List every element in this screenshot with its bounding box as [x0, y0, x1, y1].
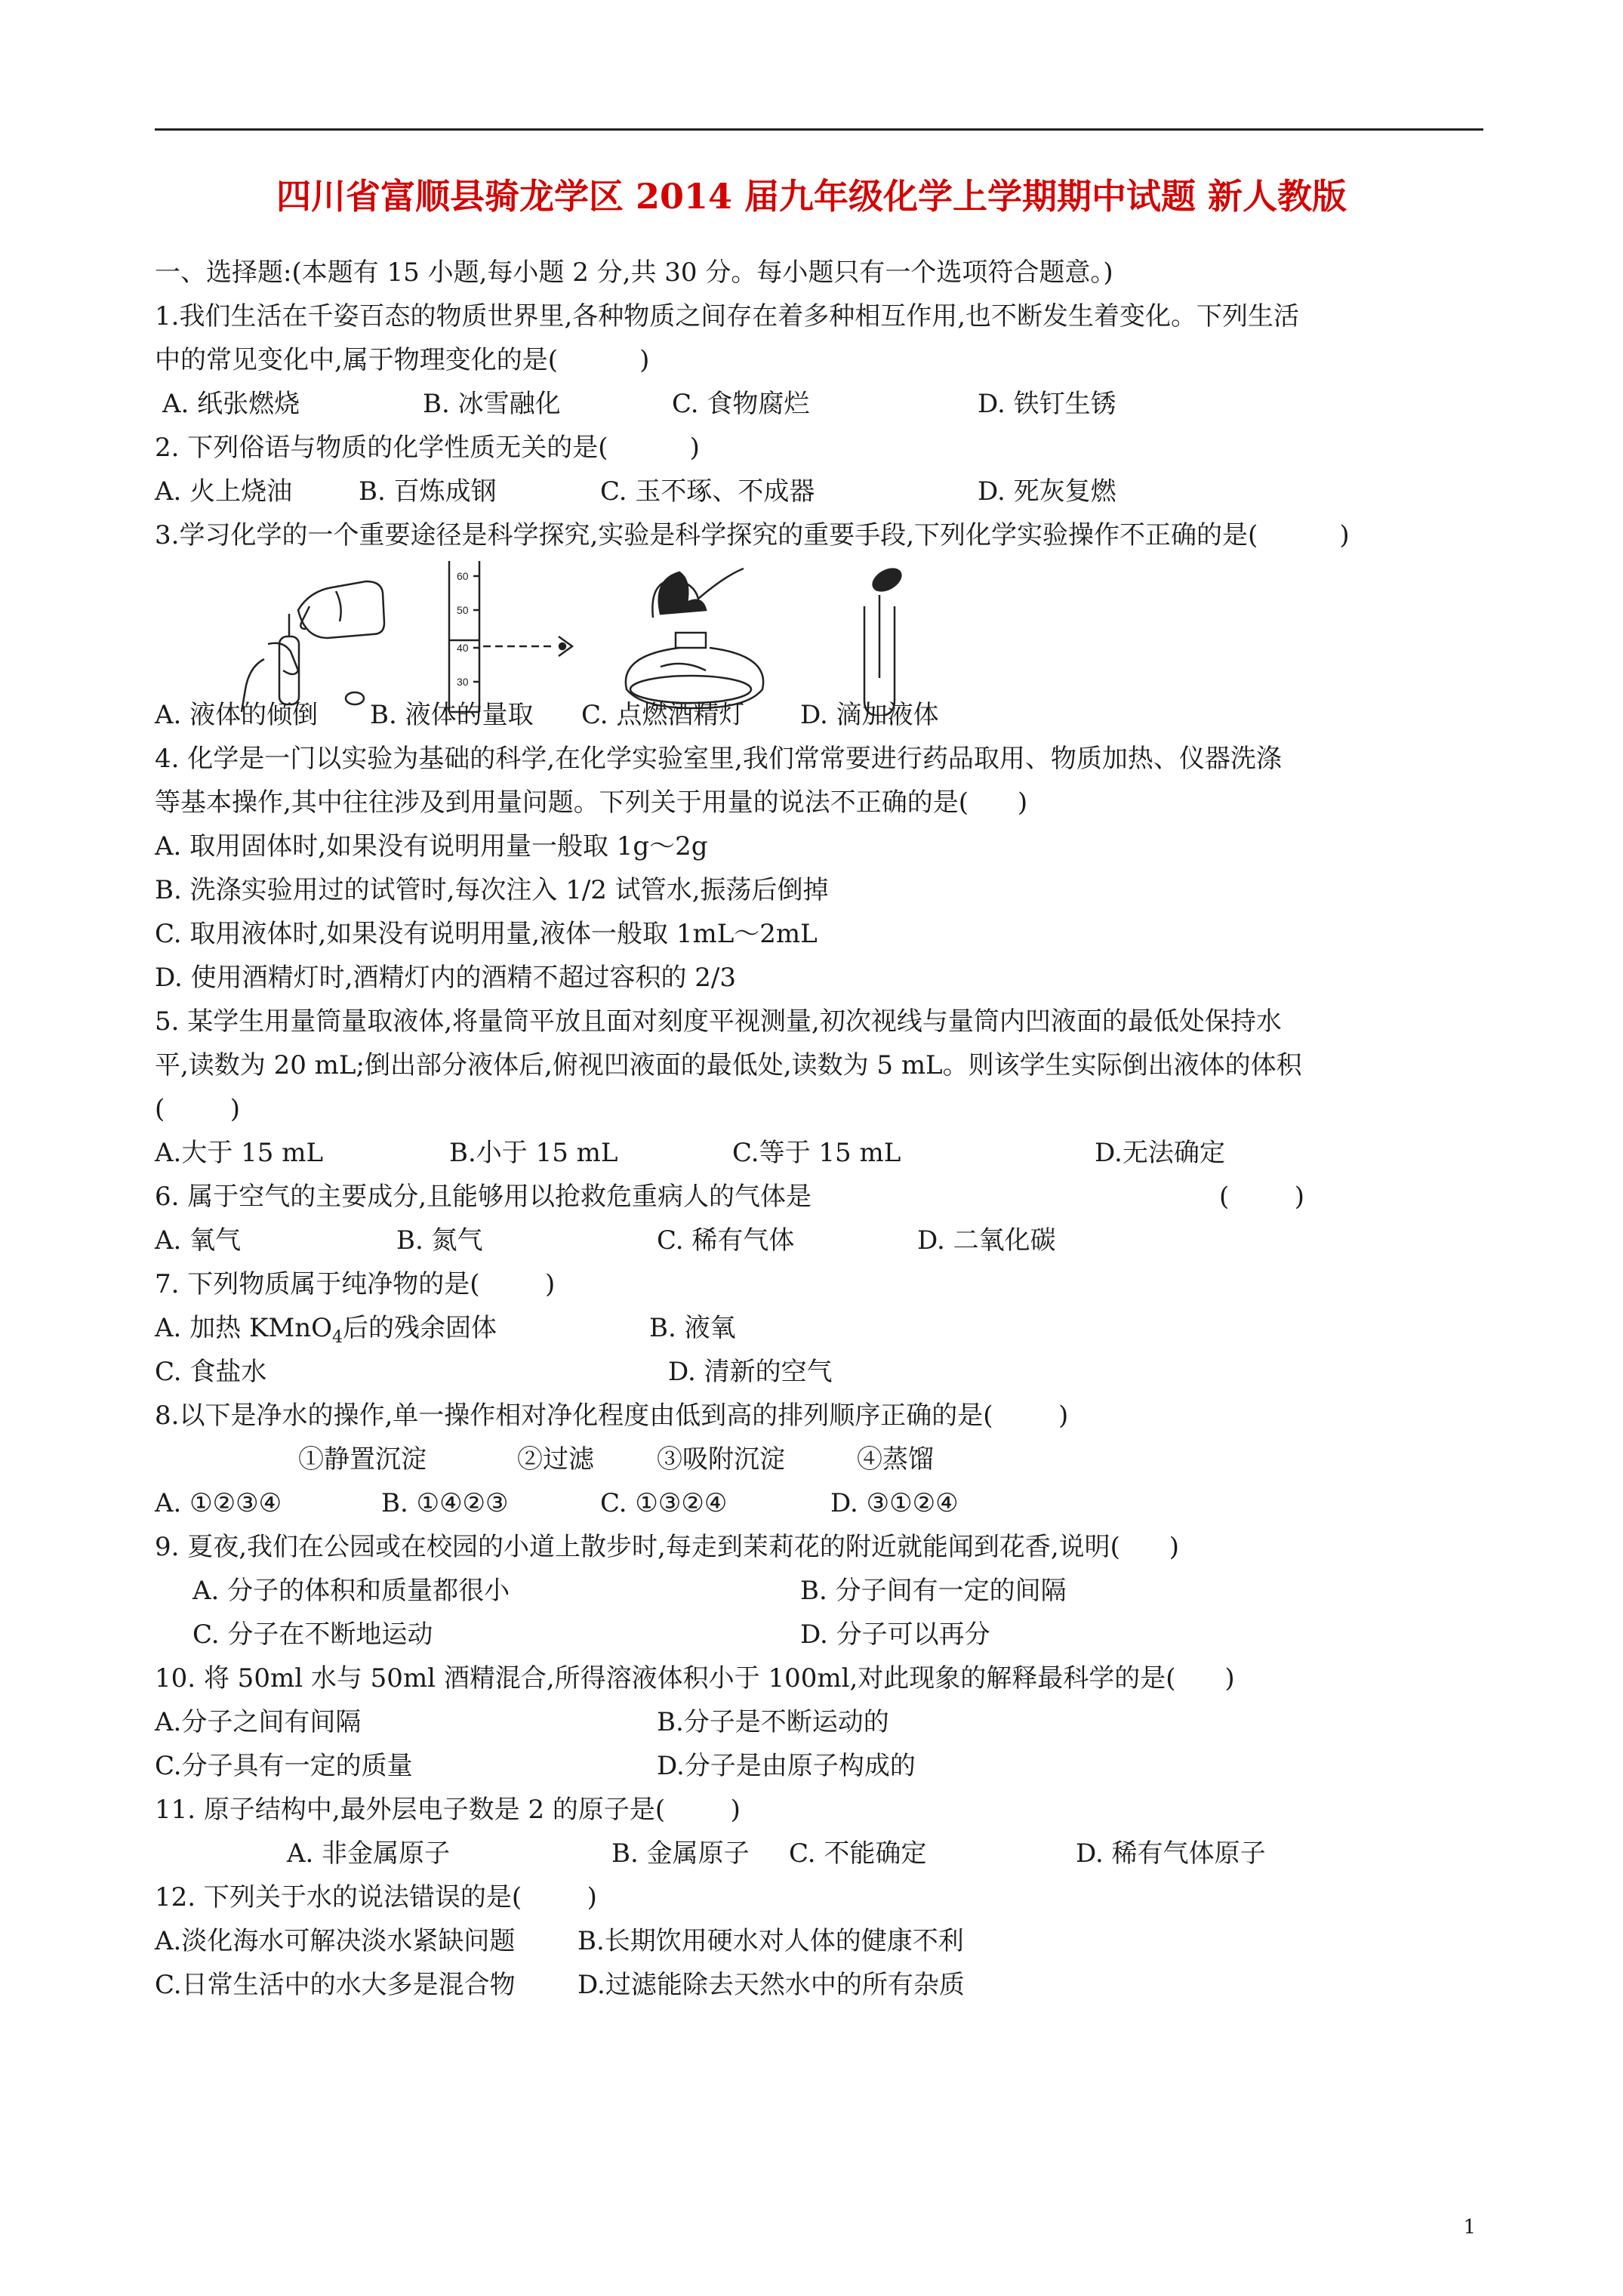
option-a: A. 取用固体时,如果没有说明用量一般取 1g～2g [155, 831, 708, 861]
question-6-options [155, 1219, 1514, 1262]
option-d: D. 稀有气体原子 [1076, 1838, 1266, 1869]
question-7-stem: 7. 下列物质属于纯净物的是( ) [155, 1269, 556, 1299]
question-7-options-ab [155, 1306, 1514, 1350]
option-a: A. 非金属原子 [287, 1838, 451, 1869]
question-3-options [155, 693, 1514, 737]
question-9-options-ab [155, 1569, 1514, 1613]
option-b: B.分子是不断运动的 [657, 1707, 889, 1737]
option-b: B. 分子间有一定的间隔 [800, 1576, 1067, 1606]
question-10-options-ab [155, 1700, 1514, 1744]
option-d: D. 滴加液体 [800, 700, 939, 730]
item-2: ②过滤 [517, 1444, 594, 1475]
option-b: B. 金属原子 [611, 1838, 750, 1869]
document-title: 四川省富顺县骑龙学区 2014 届九年级化学上学期期中试题 新人教版 [276, 176, 1347, 217]
question-5-paren: ( ) [155, 1094, 240, 1124]
option-c: C.等于 15 mL [732, 1138, 901, 1168]
question-1-options [155, 382, 1514, 426]
option-c: C. 食盐水 [155, 1357, 267, 1387]
item-4: ④蒸馏 [857, 1444, 934, 1475]
option-c: C. 点燃酒精灯 [581, 700, 745, 730]
option-c: C.分子具有一定的质量 [155, 1751, 413, 1781]
option-b: B. 氮气 [396, 1225, 483, 1256]
option-d: D. 使用酒精灯时,酒精灯内的酒精不超过容积的 2/3 [155, 963, 736, 993]
option-d: D.无法确定 [1095, 1138, 1225, 1168]
alcohol-lamp-figure [623, 561, 789, 712]
question-11-stem: 11. 原子结构中,最外层电子数是 2 的原子是( ) [155, 1795, 741, 1825]
option-b: B.长期饮用硬水对人体的健康不利 [577, 1926, 964, 1956]
question-9-options-cd [155, 1613, 1514, 1657]
option-d: D. ③①②④ [830, 1488, 959, 1518]
option-a: A.淡化海水可解决淡水紧缺问题 [155, 1926, 516, 1956]
question-2-options [155, 470, 1514, 513]
question-6-paren: ( ) [1219, 1182, 1304, 1212]
option-a: A. 加热 KMnO$_4$后的残余固体 [155, 1313, 497, 1347]
question-6-stem: 6. 属于空气的主要成分,且能够用以抢救危重病人的气体是 [155, 1182, 812, 1212]
question-8-stem: 8.以下是净水的操作,单一操作相对净化程度由低到高的排列顺序正确的是( ) [155, 1401, 1069, 1431]
option-a: A. 火上烧油 [155, 476, 293, 507]
option-d: D. 分子可以再分 [800, 1620, 990, 1650]
question-1-stem: 1.我们生活在千姿百态的物质世界里,各种物质之间存在着多种相互作用,也不断发生着变化。下列生活 [155, 301, 1300, 331]
option-a: A.大于 15 mL [155, 1138, 324, 1168]
question-10-options-cd [155, 1744, 1514, 1788]
question-9-stem: 9. 夏夜,我们在公园或在校园的小道上散步时,每走到茉莉花的附近就能闻到花香,说明( ) [155, 1532, 1180, 1562]
pouring-liquid-figure [223, 569, 404, 712]
option-c: C. 取用液体时,如果没有说明用量,液体一般取 1mL～2mL [155, 919, 818, 949]
question-12-stem: 12. 下列关于水的说法错误的是( ) [155, 1882, 597, 1912]
option-b: B. 洗涤实验用过的试管时,每次注入 1/2 试管水,振荡后倒掉 [155, 875, 829, 905]
option-b: B. 液体的量取 [370, 700, 534, 730]
question-12-options-ab [155, 1919, 1514, 1963]
header-rule [155, 128, 1483, 131]
question-5-stem-cont: 平,读数为 20 mL;倒出部分液体后,俯视凹液面的最低处,读数为 5 mL。则该学生实际倒出液体的体积 [155, 1050, 1302, 1080]
graduated-cylinder-figure [427, 557, 623, 716]
option-a: A.分子之间有间隔 [155, 1707, 362, 1737]
question-5-stem: 5. 某学生用量筒量取液体,将量筒平放且面对刻度平视测量,初次视线与量筒内凹液面的最低处保持水 [155, 1006, 1282, 1037]
option-a: A. 液体的倾倒 [155, 700, 319, 730]
tick-60: 60 [457, 570, 469, 582]
question-3-figures [155, 557, 1514, 716]
document-body [155, 251, 1514, 2007]
tick-50: 50 [457, 604, 469, 616]
question-8-options [155, 1481, 1514, 1525]
option-a: A. ①②③④ [155, 1488, 282, 1518]
option-a: A. 分子的体积和质量都很小 [192, 1576, 510, 1606]
option-c: C.日常生活中的水大多是混合物 [155, 1970, 516, 2000]
option-d: D.过滤能除去天然水中的所有杂质 [577, 1970, 965, 2000]
option-c: C. 分子在不断地运动 [192, 1620, 433, 1650]
option-a: A. 氧气 [155, 1225, 242, 1256]
question-6-stem-row [155, 1175, 1514, 1219]
question-8-items [155, 1438, 1514, 1481]
option-d: D. 清新的空气 [668, 1357, 833, 1387]
option-c: C. 玉不琢、不成器 [600, 476, 815, 507]
tick-40: 40 [457, 642, 469, 654]
section-heading: 一、选择题:(本题有 15 小题,每小题 2 分,共 30 分。每小题只有一个选项符合题意。) [155, 257, 1113, 288]
question-2-stem: 2. 下列俗语与物质的化学性质无关的是( ) [155, 433, 700, 463]
option-d: D.分子是由原子构成的 [657, 1751, 916, 1781]
question-5-options [155, 1131, 1514, 1175]
option-d: D. 死灰复燃 [978, 476, 1116, 507]
question-4-stem: 4. 化学是一门以实验为基础的科学,在化学实验室里,我们常常要进行药品取用、物质加热、仪器洗涤 [155, 744, 1282, 774]
question-4-stem-cont: 等基本操作,其中往往涉及到用量问题。下列关于用量的说法不正确的是( ) [155, 787, 1028, 818]
option-b: B. 液氧 [649, 1313, 736, 1343]
question-11-options [155, 1832, 1514, 1875]
option-d: D. 二氧化碳 [917, 1225, 1056, 1256]
item-3: ③吸附沉淀 [657, 1444, 785, 1475]
option-c: C. ①③②④ [600, 1488, 728, 1518]
option-d: D. 铁钉生锈 [978, 389, 1116, 419]
item-1: ①静置沉淀 [298, 1444, 427, 1475]
question-7-options-cd [155, 1350, 1514, 1394]
option-a: A. 纸张燃烧 [162, 389, 300, 419]
option-b: B.小于 15 mL [449, 1138, 618, 1168]
page-number: 1 [1463, 2216, 1476, 2239]
option-c: C. 不能确定 [789, 1838, 927, 1869]
tick-30: 30 [457, 676, 469, 688]
option-c: C. 食物腐烂 [672, 389, 810, 419]
option-b: B. 冰雪融化 [423, 389, 561, 419]
question-12-options-cd [155, 1963, 1514, 2007]
question-10-stem: 10. 将 50ml 水与 50ml 酒精混合,所得溶液体积小于 100ml,对此现象的解释最科学的是( ) [155, 1663, 1235, 1693]
question-3-stem: 3.学习化学的一个重要途径是科学探究,实验是科学探究的重要手段,下列化学实验操作不正确的是( ) [155, 520, 1350, 550]
option-b: B. ①④②③ [381, 1488, 509, 1518]
option-b: B. 百炼成钢 [359, 476, 497, 507]
option-c: C. 稀有气体 [657, 1225, 795, 1256]
question-1-stem-cont: 中的常见变化中,属于物理变化的是( ) [155, 345, 650, 375]
